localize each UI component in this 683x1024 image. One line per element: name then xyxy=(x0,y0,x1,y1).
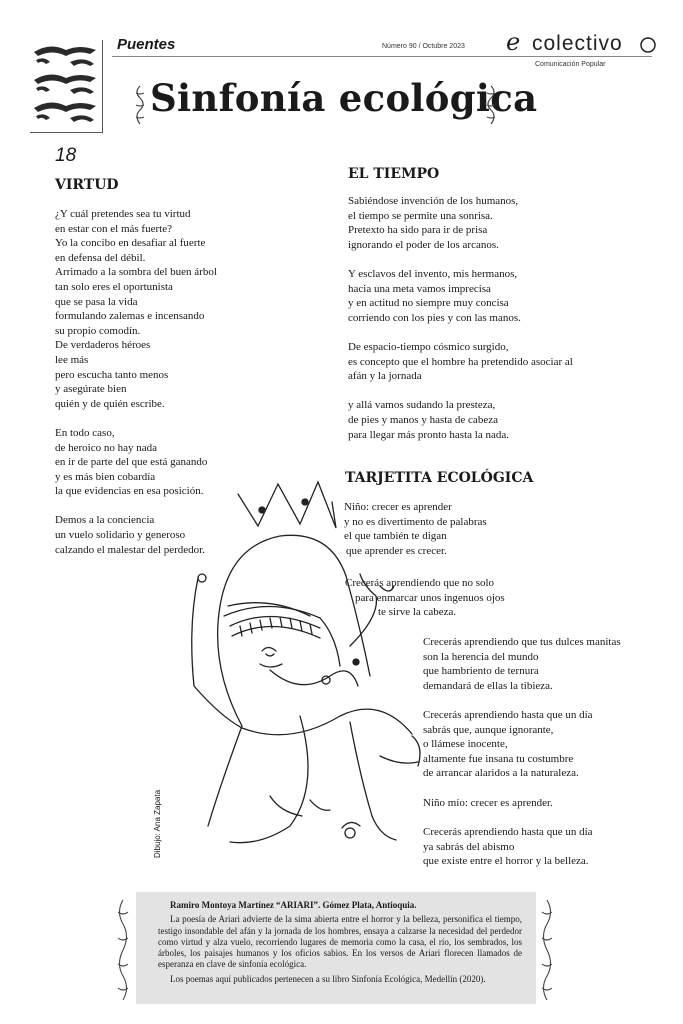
stanza-gap xyxy=(55,411,217,426)
poem-line: ignorando el poder de los arcanos. xyxy=(348,238,499,251)
poem-line: de pies y manos y hasta de cabeza xyxy=(348,413,498,426)
poem-line: y no es divertimento de palabras xyxy=(344,515,487,528)
poem-line: sabrás que, aunque ignorante, xyxy=(423,723,554,736)
poem-line: es concepto que el hombre ha pretendido asociar al xyxy=(348,355,573,368)
poem-line: Crecerás aprendiendo que tus dulces manitas xyxy=(423,636,621,648)
poem-line: Crecerás aprendiendo hasta que un día xyxy=(423,709,593,721)
poem-line: la que evidencias en esa posición. xyxy=(55,485,204,498)
poem-line: calzando el malestar del perdedor. xyxy=(55,543,205,556)
poem-line: ya sabrás del abismo xyxy=(423,840,515,853)
poem-line: lee más xyxy=(55,353,89,366)
poem-line: o llámese inocente, xyxy=(423,738,508,751)
drawing-credit xyxy=(153,770,165,860)
poem-tiempo xyxy=(348,166,573,442)
author-bio xyxy=(158,900,522,985)
poem-line: Crecerás aprendiendo hasta que un día xyxy=(423,826,593,838)
poem-line: de arrancar alaridos a la naturaleza. xyxy=(423,767,579,780)
birds-emblem xyxy=(30,40,103,133)
poem-line: y en actitud no siempre muy concisa xyxy=(348,297,509,310)
poem-title: EL TIEMPO xyxy=(348,166,440,182)
poem-body xyxy=(348,194,573,442)
line-drawing-figure xyxy=(150,466,450,886)
poem-line: en estar con el más fuerte? xyxy=(55,222,172,235)
poem-line: Yo la concibo en desafiar al fuerte xyxy=(55,237,206,250)
ornament-left-icon xyxy=(133,84,147,126)
poem-line: y es más bien cobardía xyxy=(55,470,156,483)
tarjetita-stanza-3 xyxy=(423,635,621,693)
section-label: Puentes xyxy=(117,36,176,53)
poem-line: que hambriento de ternura xyxy=(423,665,539,678)
poem-line: pero escucha tanto menos xyxy=(55,368,169,381)
logo-letter: e xyxy=(506,28,521,56)
drawing-credit-text: Dibujo: Ana Zapata xyxy=(153,789,162,858)
poem-title: TARJETITA ECOLÓGICA xyxy=(345,470,534,486)
poem-line: para enmarcar unos ingenuos ojos xyxy=(355,591,505,604)
poem-line: formulando zalemas e incensando xyxy=(55,310,205,323)
globe-icon xyxy=(641,38,655,52)
poem-line: En todo caso, xyxy=(55,426,115,439)
poem-line: el tiempo se permite una sonrisa. xyxy=(348,209,493,222)
poem-line: ¿Y cuál pretendes sea tu virtud xyxy=(55,208,191,220)
stanza-gap xyxy=(348,384,573,399)
poem-line: De verdaderos héroes xyxy=(55,339,151,352)
poem-line: te sirve la cabeza. xyxy=(378,606,457,619)
poem-line: el que también te digan xyxy=(344,530,447,543)
poem-line: Niño mío: crecer es aprender. xyxy=(423,797,553,809)
colectivo-logo xyxy=(506,28,656,60)
poem-line: para llegar más pronto hasta la nada. xyxy=(348,428,509,441)
logo-text: colectivo xyxy=(532,32,623,55)
poem-line: afán y la jornada xyxy=(348,370,422,383)
page-number: 18 xyxy=(55,145,77,166)
ornament-vine-right-icon xyxy=(538,898,556,1002)
poem-line: quién y de quién escribe. xyxy=(55,397,165,410)
poem-line: Sabiéndose invención de los humanos, xyxy=(348,195,519,207)
logo-tagline: Comunicación Popular xyxy=(535,61,606,68)
poem-line: altamente fue insana tu costumbre xyxy=(423,752,574,765)
poem-line: Niño: crecer es aprender xyxy=(344,501,452,513)
poem-line: son la herencia del mundo xyxy=(423,650,539,663)
poem-line: un vuelo solidario y generoso xyxy=(55,529,186,542)
stanza-gap xyxy=(348,252,573,267)
poem-line: en ir de parte del que está ganando xyxy=(55,456,208,469)
bio-author: Ramiro Montoya Martínez “ARIARI”. Gómez Plata, Antioquia. xyxy=(170,900,417,910)
poem-line: Pretexto ha sido para ir de prisa xyxy=(348,224,488,237)
poem-line: demandará de ellas la tibieza. xyxy=(423,679,553,692)
poem-line: que se pasa la vida xyxy=(55,295,138,308)
poem-line: Crecerás aprendiendo que no solo xyxy=(345,577,495,589)
poem-line: Y esclavos del invento, mis hermanos, xyxy=(348,267,518,280)
poem-line: que existe entre el horror y la belleza. xyxy=(423,855,589,868)
poem-line: en defensa del débil. xyxy=(55,251,146,264)
bio-paragraph: Los poemas aquí publicados pertenecen a su libro Sinfonía Ecológica, Medellín (2020). xyxy=(170,973,486,984)
issue-label: Número 90 / Octubre 2023 xyxy=(382,43,465,50)
poem-line: corriendo con los pies y con las manos. xyxy=(348,311,521,324)
poem-line: tan solo eres el oportunista xyxy=(55,280,173,293)
birds-icon xyxy=(30,40,102,132)
poem-line: De espacio-tiempo cósmico surgido, xyxy=(348,340,509,353)
poem-line: Arrimado a la sombra del buen árbol xyxy=(55,266,217,279)
poem-line: que aprender es crecer. xyxy=(346,544,447,557)
page-title: Sinfonía ecológica xyxy=(150,76,538,120)
ornament-vine-left-icon xyxy=(114,898,132,1002)
poem-line: su propio comodín. xyxy=(55,324,141,337)
poem-title: VIRTUD xyxy=(55,177,119,193)
poem-line: Demos a la conciencia xyxy=(55,514,155,527)
poem-line: de heroico no hay nada xyxy=(55,441,158,454)
poem-line: y asegúrate bien xyxy=(55,383,127,396)
poem-line: y allá vamos sudando la presteza, xyxy=(348,399,496,412)
poem-line: hacia una meta vamos imprecisa xyxy=(348,282,491,295)
stanza-gap xyxy=(348,325,573,340)
bio-paragraph: La poesía de Ariari advierte de la sima abierta entre el horror y la belleza, personifica el tiempo, testigo insondable del afán y la jornada de los hombres, ensaya a calzarse la necesidad del perdedor como virtud y alza vuelo, recorriendo lugares de memoria como la casa, el río, los sembrados, los árboles, los paisajes humanos y los oficios sabios. En los versos de Ariari florecen llamados de esperanza en clave de sinfonía ecológica. xyxy=(158,914,522,970)
ornament-right-icon xyxy=(484,84,498,126)
